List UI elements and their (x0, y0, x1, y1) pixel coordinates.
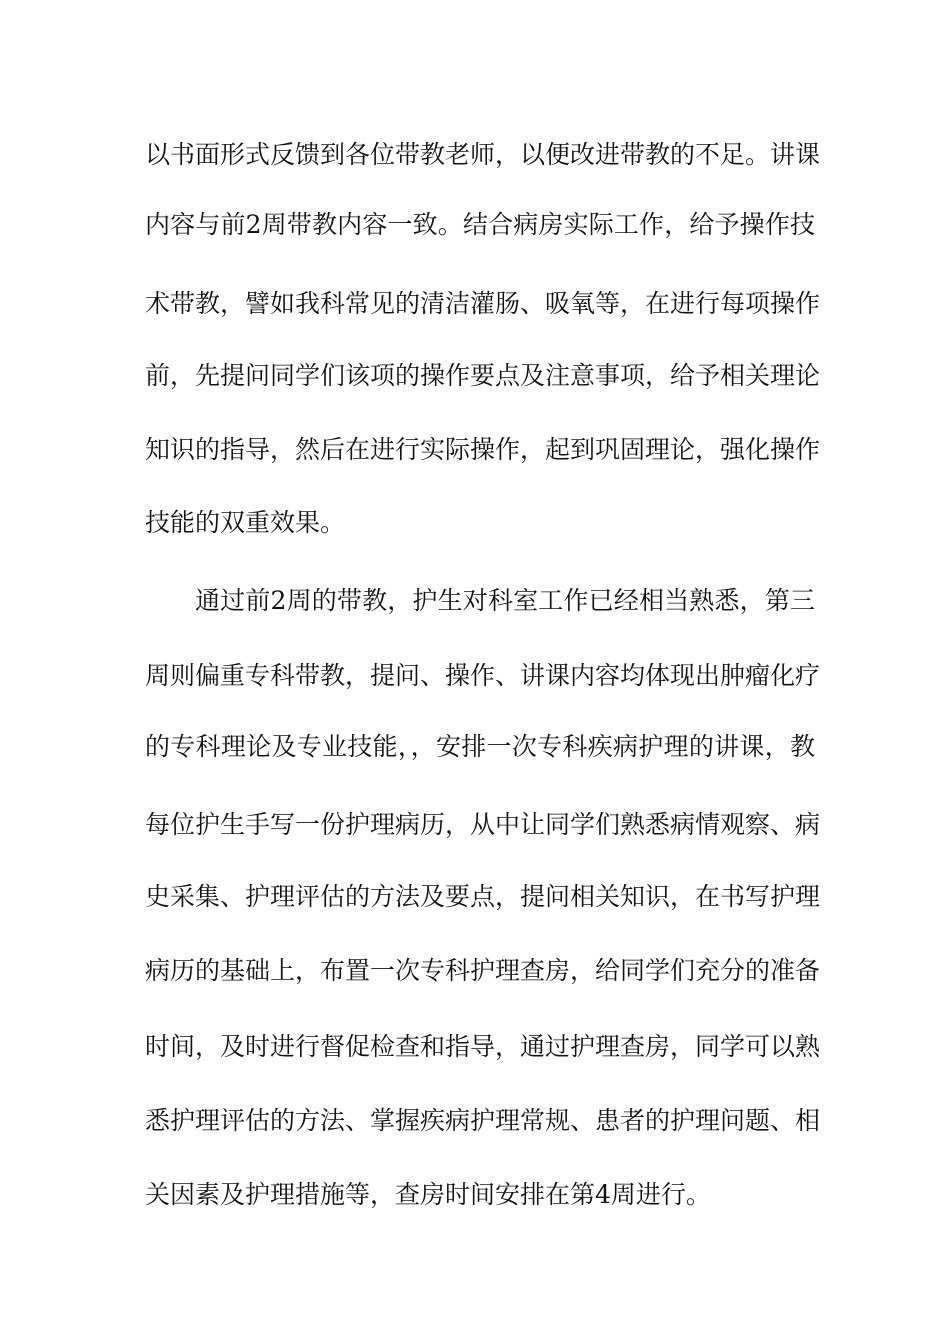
text-line: 以书面形式反馈到各位带教老师，以便改进带教的不足。讲课 (145, 140, 821, 169)
text-line: 知识的指导，然后在进行实际操作，起到巩固理论，强化操作 (145, 435, 821, 464)
text-line: 术带教，譬如我科常见的清洁灌肠、吸氧等，在进行每项操作 (145, 289, 821, 318)
text-line: 悉护理评估的方法、掌握疾病护理常规、患者的护理问题、相 (145, 1106, 821, 1135)
text-line: 周则偏重专科带教，提问、操作、讲课内容均体现出肿瘤化疗 (145, 661, 821, 690)
text-line: 关因素及护理措施等，查房时间安排在第4周进行。 (145, 1180, 711, 1209)
text-line: 史采集、护理评估的方法及要点，提问相关知识，在书写护理 (145, 882, 821, 911)
text-line: 的专科理论及专业技能，，安排一次专科疾病护理的讲课，教 (145, 732, 815, 761)
text-line: 内容与前2周带教内容一致。结合病房实际工作，给予操作技 (145, 210, 815, 239)
text-line: 时间，及时进行督促检查和指导，通过护理查房，同学可以熟 (145, 1032, 821, 1061)
text-line: 前，先提问同学们该项的操作要点及注意事项，给予相关理论 (145, 361, 821, 390)
text-line: 通过前2周的带教，护生对科室工作已经相当熟悉，第三 (195, 586, 815, 615)
text-line: 病历的基础上，布置一次专科护理查房，给同学们充分的准备 (145, 956, 821, 985)
text-line: 技能的双重效果。 (145, 508, 346, 537)
text-line: 每位护生手写一份护理病历，从中让同学们熟悉病情观察、病 (145, 810, 821, 839)
